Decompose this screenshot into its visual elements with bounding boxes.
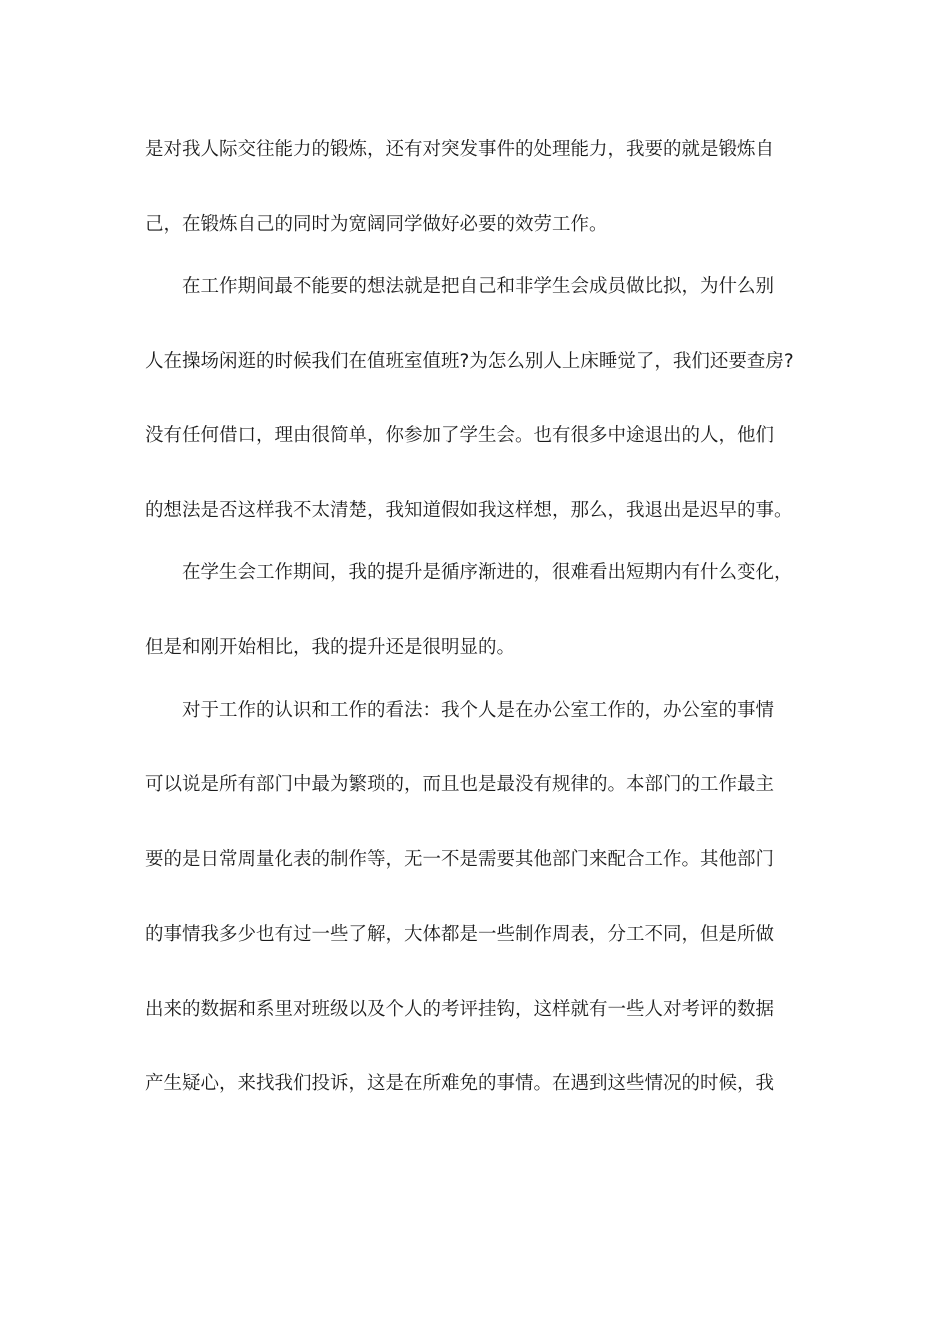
text-line-14: 产生疑心，来找我们投诉，这是在所难免的事情。在遇到这些情况的时候，我: [145, 1073, 775, 1094]
text-line-13: 出来的数据和系里对班级以及个人的考评挂钩，这样就有一些人对考评的数据: [145, 999, 775, 1020]
text-line-2: 己，在锻炼自己的同时为宽阔同学做好必要的效劳工作。: [145, 214, 608, 235]
text-line-6: 的想法是否这样我不太清楚，我知道假如我这样想，那么，我退出是迟早的事。: [145, 500, 793, 521]
text-line-4: 人在操场闲逛的时候我们在值班室值班?为怎么别人上床睡觉了，我们还要查房?: [145, 351, 794, 372]
text-line-8: 但是和刚开始相比，我的提升还是很明显的。: [145, 637, 516, 658]
text-line-10: 可以说是所有部门中最为繁琐的，而且也是最没有规律的。本部门的工作最主: [145, 774, 775, 795]
text-line-12: 的事情我多少也有过一些了解，大体都是一些制作周表，分工不同，但是所做: [145, 924, 775, 945]
text-line-5: 没有任何借口，理由很简单，你参加了学生会。也有很多中途退出的人，他们: [145, 425, 775, 446]
text-line-7: 在学生会工作期间，我的提升是循序渐进的，很难看出短期内有什么变化，: [182, 562, 793, 583]
text-line-9: 对于工作的认识和工作的看法：我个人是在办公室工作的，办公室的事情: [182, 700, 775, 721]
text-line-3: 在工作期间最不能要的想法就是把自己和非学生会成员做比拟，为什么别: [182, 276, 775, 297]
text-line-1: 是对我人际交往能力的锻炼，还有对突发事件的处理能力，我要的就是锻炼自: [145, 139, 775, 160]
text-line-11: 要的是日常周量化表的制作等，无一不是需要其他部门来配合工作。其他部门: [145, 849, 775, 870]
